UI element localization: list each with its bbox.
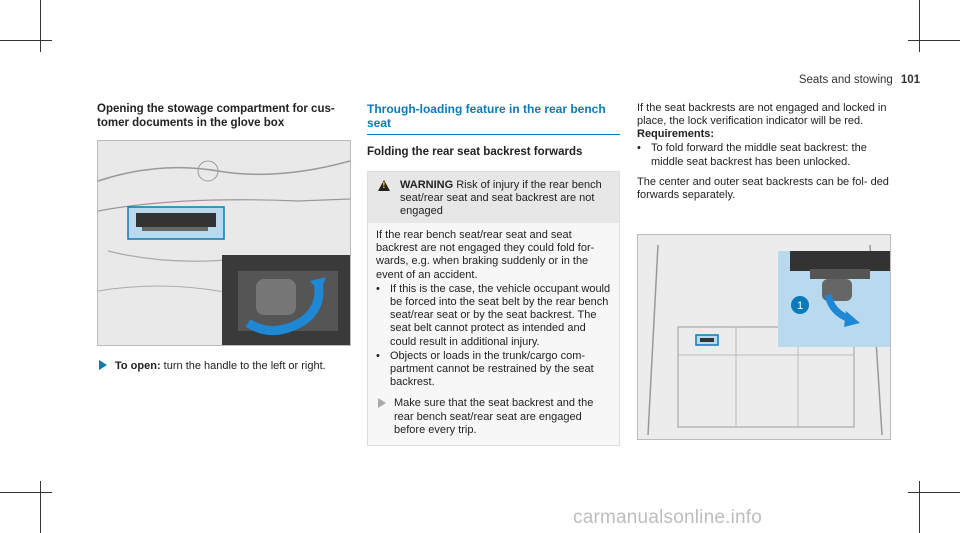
warning-bullet-text: If this is the case, the vehicle occupant would be forced into the seat belt by the rear bench seat/rear seat or by the seat backrest. The seat belt cannot protect as intended and could result in additional injury. bbox=[390, 282, 611, 348]
glovebox-heading: Opening the stowage compartment for cus- tomer documents in the glove box bbox=[97, 103, 335, 129]
callout-1-label: 1 bbox=[796, 300, 804, 312]
glovebox-illustration bbox=[97, 140, 351, 346]
warning-body bbox=[368, 223, 619, 445]
page-header bbox=[799, 74, 920, 86]
page-number: 101 bbox=[900, 74, 920, 86]
warning-tip-text: Make sure that the seat backrest and the rear bench seat/rear seat are engaged before every trip. bbox=[394, 397, 594, 436]
warning-title-text: Risk of injury if the rear bench seat/rear seat and seat backrest are not engaged bbox=[400, 179, 602, 217]
open-text: turn the handle to the left or right. bbox=[160, 360, 326, 372]
warning-triangle-icon bbox=[378, 180, 390, 191]
open-label: To open: bbox=[115, 360, 161, 372]
rear-seat-illustration bbox=[637, 234, 891, 440]
warning-bullet bbox=[376, 350, 611, 390]
separate-fold-text: The center and outer seat backrests can be fol- ded forwards separately. bbox=[637, 175, 889, 202]
warning-tip bbox=[376, 397, 611, 437]
crop-mark bbox=[908, 40, 960, 41]
crop-mark bbox=[919, 0, 920, 52]
glovebox-drawing bbox=[98, 141, 350, 345]
warning-text: If the rear bench seat/rear seat and seat backrest are not engaged they could fold for- wards, e.g. when braking suddenly or in the event of an accident. bbox=[376, 229, 595, 281]
open-instruction bbox=[97, 360, 352, 373]
warning-bullet-text: Objects or loads in the trunk/cargo com- partment cannot be restrained by the seat backrest. bbox=[390, 349, 594, 389]
column-through-loading bbox=[367, 102, 620, 446]
warning-header bbox=[368, 172, 619, 223]
crop-mark bbox=[919, 481, 920, 533]
bullet-icon: • bbox=[376, 282, 380, 295]
warning-title bbox=[400, 179, 613, 218]
watermark: carmanualsonline.info bbox=[573, 507, 763, 528]
action-arrow-icon bbox=[99, 360, 107, 370]
warning-label: WARNING bbox=[400, 179, 454, 191]
warning-bullet bbox=[376, 283, 611, 349]
column-backrest bbox=[637, 102, 893, 312]
rear-seat-drawing bbox=[638, 235, 890, 439]
bullet-icon: • bbox=[637, 142, 641, 155]
requirement-item bbox=[637, 142, 893, 168]
crop-mark bbox=[0, 492, 52, 493]
folding-subheading: Folding the rear seat backrest forwards bbox=[367, 146, 583, 158]
requirements-label: Requirements: bbox=[637, 128, 715, 141]
crop-mark bbox=[908, 492, 960, 493]
column-glovebox bbox=[97, 102, 352, 372]
crop-mark bbox=[40, 0, 41, 52]
bullet-icon: • bbox=[376, 349, 380, 362]
tip-arrow-icon bbox=[378, 398, 386, 408]
lock-indicator-text: If the seat backrests are not engaged and locked in place, the lock verification indicator will be red. bbox=[637, 102, 887, 128]
warning-box bbox=[367, 171, 620, 446]
requirement-text: To fold forward the middle seat backrest: the middle seat backrest has been unlocked. bbox=[651, 142, 867, 168]
crop-mark bbox=[40, 481, 41, 533]
through-loading-heading: Through-loading feature in the rear bench seat bbox=[367, 102, 620, 135]
section-title: Seats and stowing bbox=[798, 74, 893, 86]
crop-mark bbox=[0, 40, 52, 41]
